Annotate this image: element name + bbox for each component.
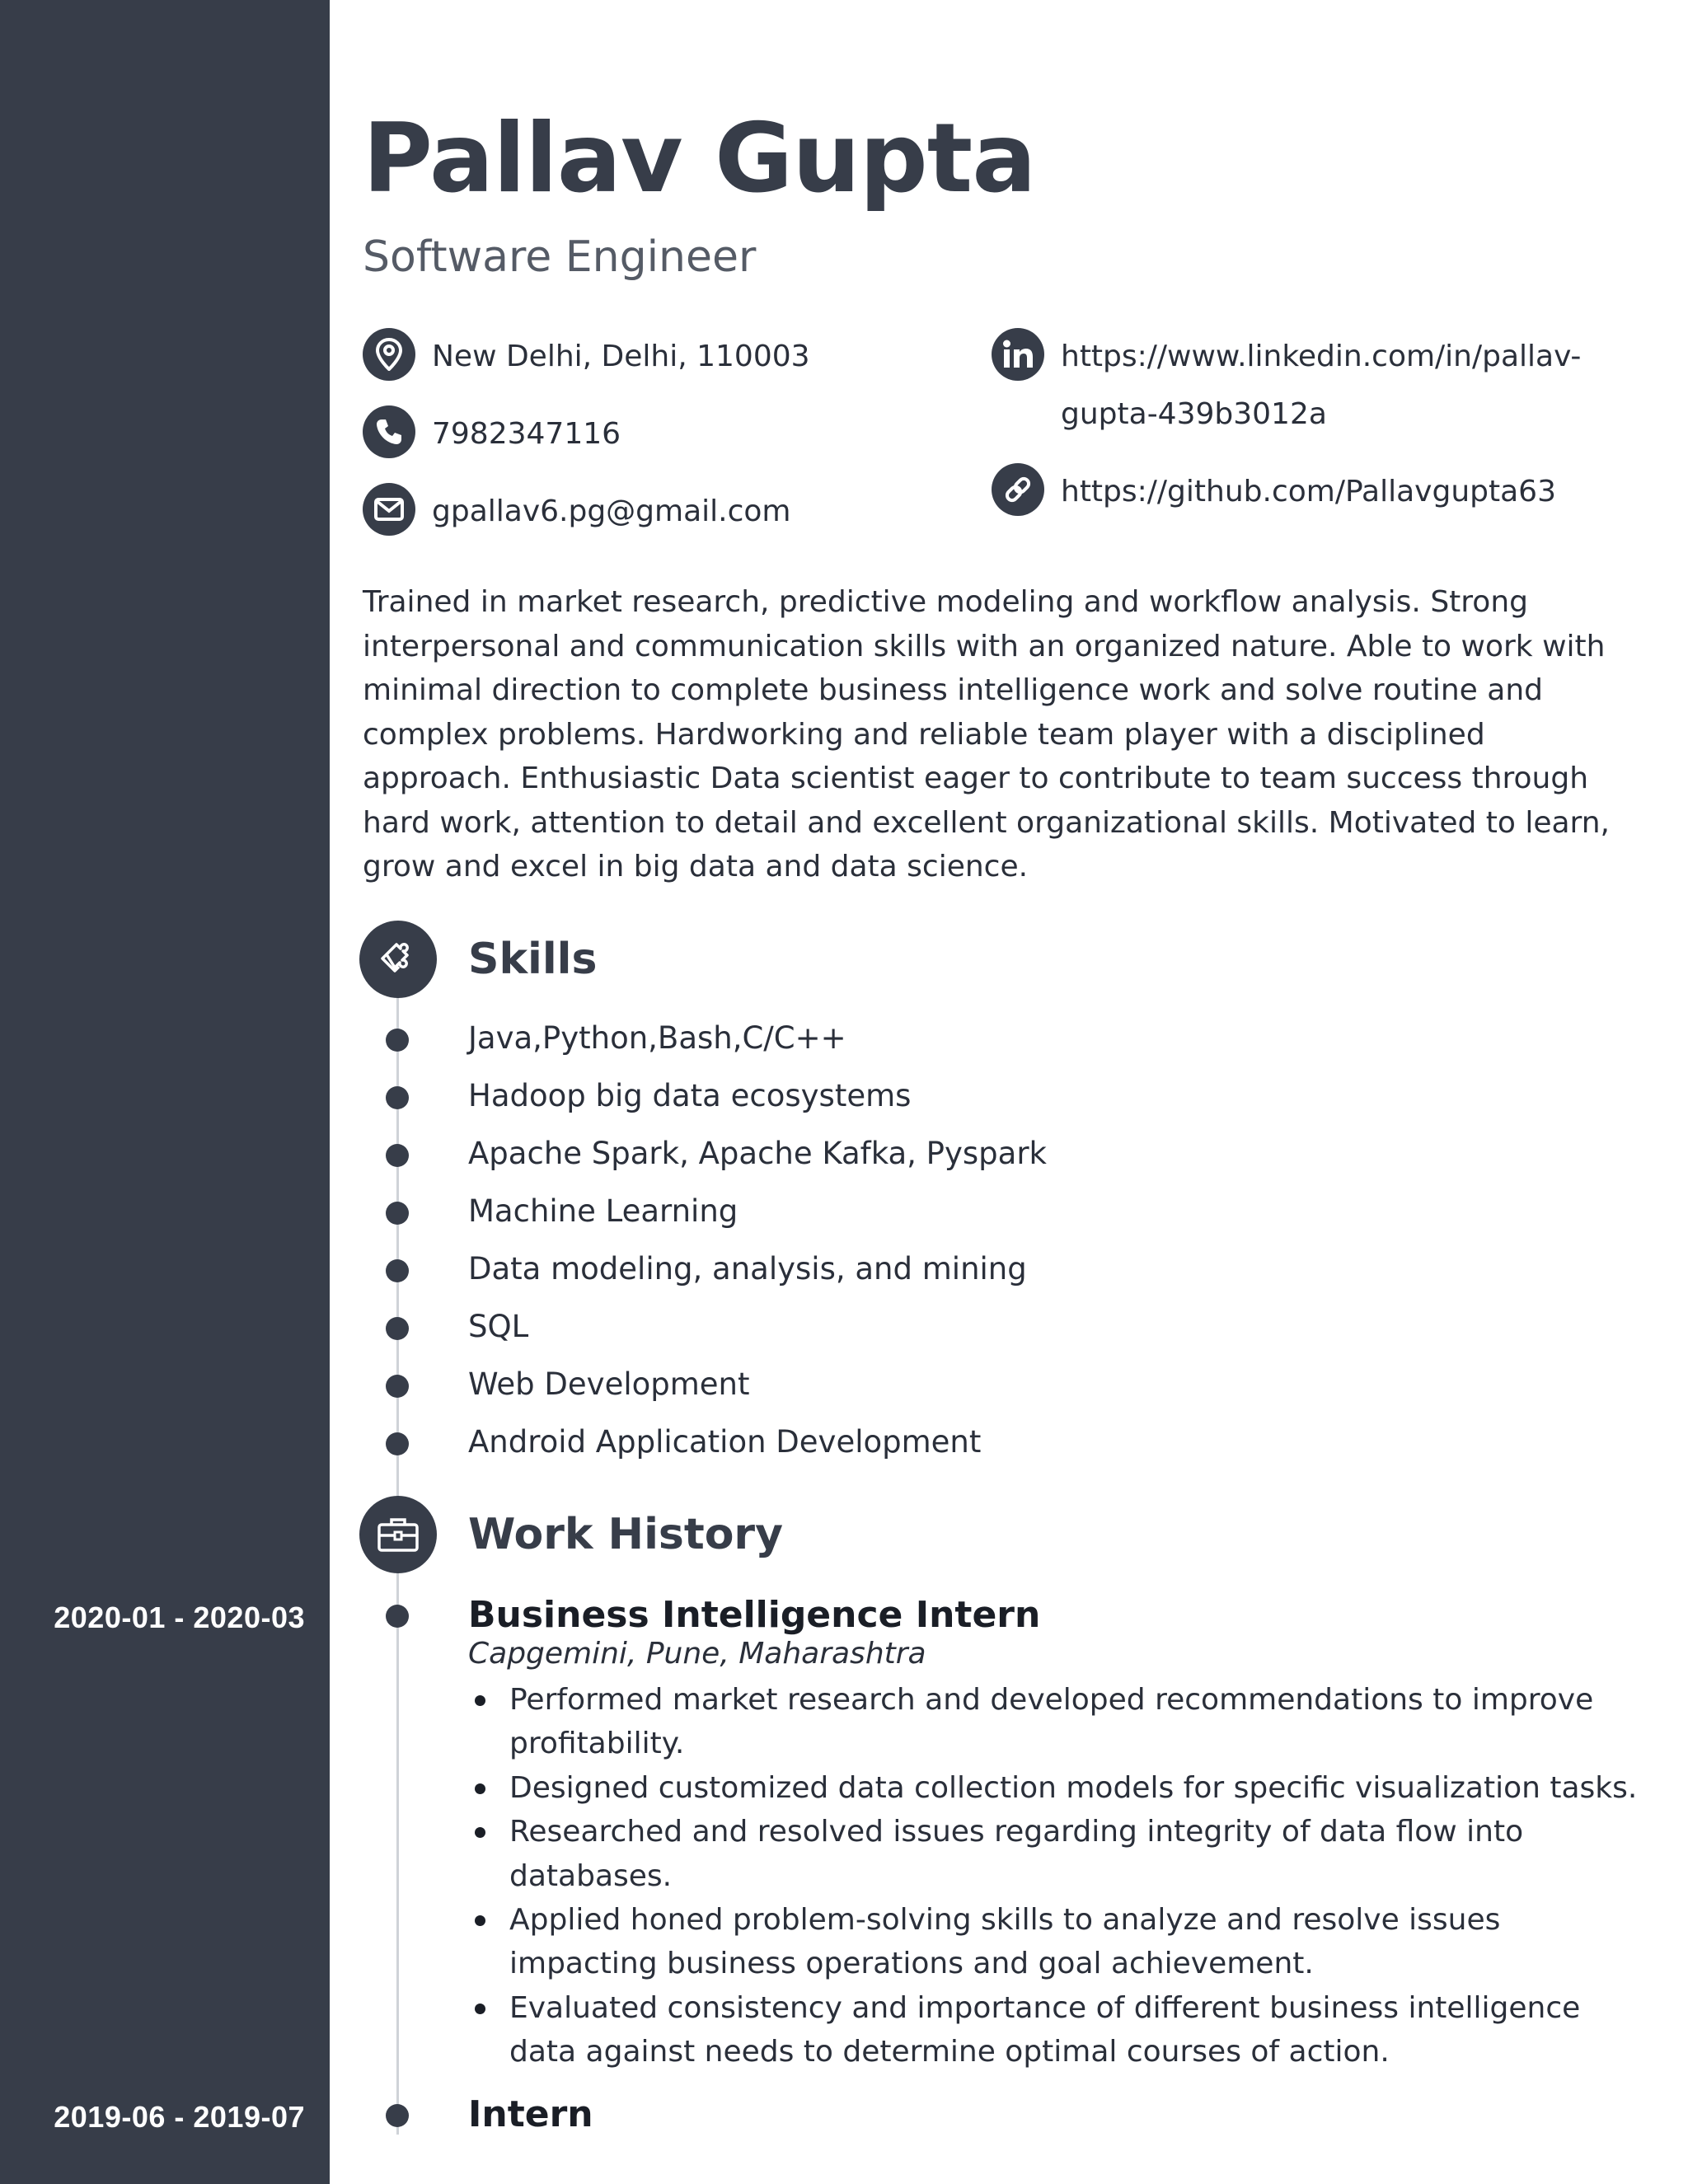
- puzzle-icon: [359, 921, 437, 998]
- list-item: Designed customized data collection models for specific visualization tasks.: [468, 1766, 1639, 1810]
- contact-address: [363, 328, 810, 386]
- skill-dot: [386, 1259, 409, 1282]
- linkedin-url-line-1: https://www.linkedin.com/in/pallav-: [1061, 340, 1582, 373]
- skill-dot: [386, 1029, 409, 1052]
- skill-dot: [386, 1432, 409, 1455]
- skill-item: Web Development: [468, 1366, 750, 1402]
- job-1-company: Capgemini, Pune, Maharashtra: [468, 1637, 926, 1671]
- list-item: Applied honed problem-solving skills to analyze and resolve issues impacting business operations and goal achievement.: [468, 1898, 1639, 1986]
- job-dot: [386, 2104, 409, 2127]
- github-link[interactable]: https://github.com/Pallavgupta63: [1061, 475, 1556, 509]
- job-1-title: Business Intelligence Intern: [468, 1594, 1041, 1636]
- contact-linkedin: [992, 328, 1581, 443]
- phone-text: 7982347116: [432, 417, 621, 451]
- email-link[interactable]: gpallav6.pg@gmail.com: [432, 494, 791, 528]
- skill-dot: [386, 1375, 409, 1398]
- skill-dot: [386, 1086, 409, 1109]
- skill-dot: [386, 1317, 409, 1340]
- skill-item: SQL: [468, 1309, 529, 1344]
- contact-github: [992, 463, 1556, 521]
- address-text: New Delhi, Delhi, 110003: [432, 340, 810, 373]
- linkedin-icon: [992, 328, 1044, 381]
- list-item: Performed market research and developed recommendations to improve profitability.: [468, 1678, 1639, 1766]
- job-2-title: Intern: [468, 2093, 593, 2135]
- skill-item: Data modeling, analysis, and mining: [468, 1251, 1027, 1286]
- link-icon: [992, 463, 1044, 516]
- linkedin-url-line-2: gupta-439b3012a: [1061, 397, 1327, 431]
- job-1-dates: 2020-01 - 2020-03: [54, 1601, 305, 1634]
- skill-item: Apache Spark, Apache Kafka, Pyspark: [468, 1136, 1047, 1171]
- contact-phone: [363, 405, 621, 463]
- contact-email: [363, 483, 791, 541]
- location-pin-icon: [363, 328, 415, 381]
- job-1-responsibilities: [468, 1678, 1639, 2074]
- phone-icon: [363, 405, 415, 458]
- work-history-heading: Work History: [468, 1510, 783, 1559]
- professional-summary: Trained in market research, predictive modeling and workflow analysis. Strong interpersonal and communication skills with an organized nature. Able to work with minimal direction to complete business intelligence work and solve routine and complex problems. Hardworking and reliable team player with a disciplined approach. Enthusiastic Data scientist eager to contribute to team success through hard work, attention to detail and excellent organizational skills. Motivated to learn, grow and excel in big data and data science.: [363, 585, 1610, 883]
- skill-item: Machine Learning: [468, 1193, 738, 1229]
- sidebar: [0, 0, 330, 2184]
- job-title-headline: Software Engineer: [363, 232, 757, 282]
- candidate-name: Pallav Gupta: [363, 103, 1036, 214]
- job-2-dates: 2019-06 - 2019-07: [54, 2100, 305, 2134]
- skill-item: Java,Python,Bash,C/C++: [468, 1020, 846, 1056]
- skill-dot: [386, 1144, 409, 1167]
- list-item: Evaluated consistency and importance of different business intelligence data against needs to determine optimal courses of action.: [468, 1986, 1639, 2074]
- skill-dot: [386, 1202, 409, 1225]
- job-dot: [386, 1605, 409, 1628]
- envelope-icon: [363, 483, 415, 536]
- skill-item: Android Application Development: [468, 1424, 982, 1460]
- briefcase-icon: [359, 1496, 437, 1573]
- skills-heading: Skills: [468, 935, 598, 984]
- skill-item: Hadoop big data ecosystems: [468, 1078, 912, 1113]
- list-item: Researched and resolved issues regarding integrity of data flow into databases.: [468, 1810, 1639, 1898]
- linkedin-link[interactable]: [1061, 328, 1581, 443]
